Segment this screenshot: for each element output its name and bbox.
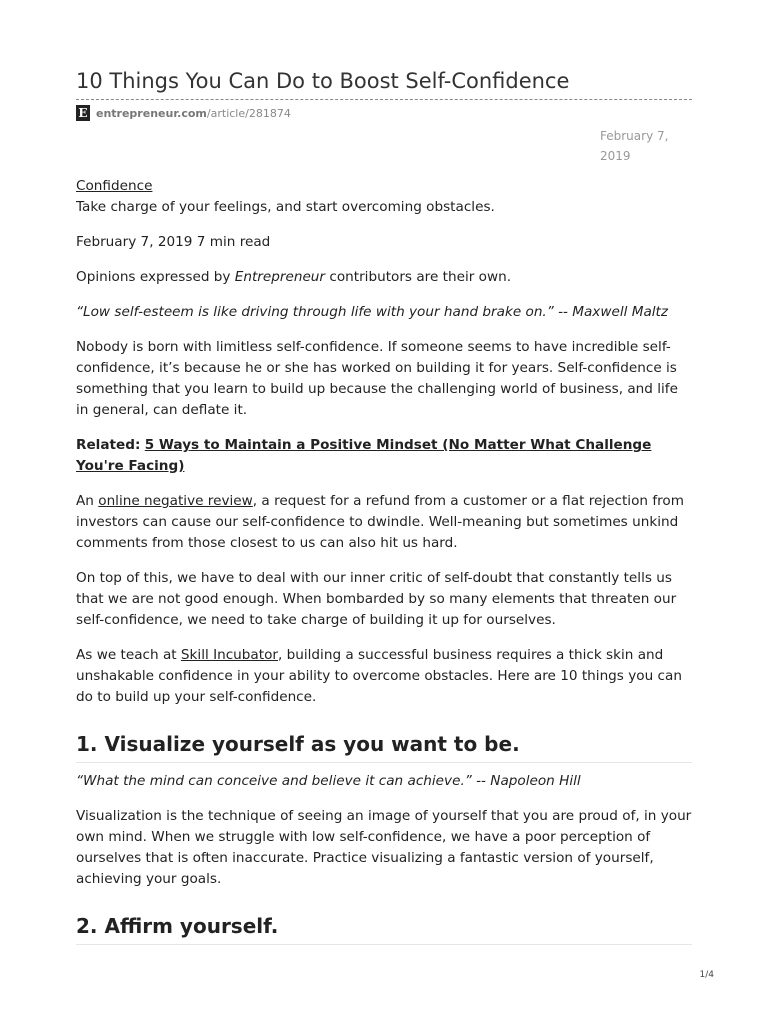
source-line (76, 104, 291, 122)
heading-visualize: 1. Visualize yourself as you want to be. (76, 730, 692, 763)
disclaimer-pre: Opinions expressed by (76, 269, 235, 285)
article-title: 10 Things You Can Do to Boost Self-Confidence (76, 69, 570, 93)
entrepreneur-logo-icon: E (76, 105, 90, 121)
category-block (76, 176, 692, 218)
article-subtitle: Take charge of your feelings, and start overcoming obstacles. (76, 199, 495, 215)
disclaimer (76, 267, 692, 288)
side-date: February 7, 2019 (600, 129, 669, 163)
disclaimer-publication: Entrepreneur (234, 269, 326, 285)
disclaimer-post: contributors are their own. (325, 269, 512, 285)
quote-maltz: “Low self-esteem is like driving through life with your hand brake on.” -- Maxwell Maltz (76, 304, 669, 320)
paragraph-visualization: Visualization is the technique of seeing an image of yourself that you are proud of, in your own mind. When we struggle with low self-confidence, we have a poor perception of ourselves that is often inaccurate. Practice visualizing a fantastic version of yourself, achieving your goals. (76, 808, 692, 887)
related-article-link[interactable]: 5 Ways to Maintain a Positive Mindset (No Matter What Challenge You're Facing) (76, 437, 652, 474)
paragraph-skill-pre: As we teach at (76, 647, 181, 663)
heading-affirm: 2. Affirm yourself. (76, 912, 692, 945)
related-label: Related: (76, 437, 141, 453)
online-negative-review-link[interactable]: online negative review (98, 493, 253, 509)
paragraph-inner-critic: On top of this, we have to deal with our inner critic of self-doubt that constantly tells us that we are not good enough. When bombarded by so many elements that threaten our self-confidence, we need to take charge of building it up for ourselves. (76, 570, 677, 628)
article-body (76, 176, 692, 953)
paragraph-review (76, 491, 692, 554)
category-link[interactable]: Confidence (76, 178, 153, 194)
skill-incubator-link[interactable]: Skill Incubator (180, 647, 278, 663)
related-article (76, 435, 692, 477)
page-number: 1/4 (699, 970, 714, 980)
paragraph-intro: Nobody is born with limitless self-confidence. If someone seems to have incredible self-confidence, it’s because he or she has worked on building it for years. Self-confidence is something that you learn to build up because the challenging world of business, and life in general, can deflate it. (76, 339, 678, 418)
quote-hill: “What the mind can conceive and believe it can achieve.” -- Napoleon Hill (76, 773, 581, 789)
date-read-time: February 7, 2019 7 min read (76, 234, 271, 250)
title-divider (76, 99, 692, 100)
source-domain: entrepreneur.com (96, 106, 207, 120)
paragraph-skill-post: , building a successful business requires a thick skin and unshakable confidence in your ability to overcome obstacles. Here are 10 things you can do to build up your self-confidence. (76, 647, 682, 705)
paragraph-review-pre: An (76, 493, 99, 509)
source-path: /article/281874 (206, 106, 291, 120)
paragraph-skill-incubator (76, 645, 692, 708)
paragraph-review-post: , a request for a refund from a customer or a flat rejection from investors can cause our self-confidence to dwindle. Well-meaning but sometimes unkind comments from those closest to us can also hit us hard. (76, 493, 684, 551)
